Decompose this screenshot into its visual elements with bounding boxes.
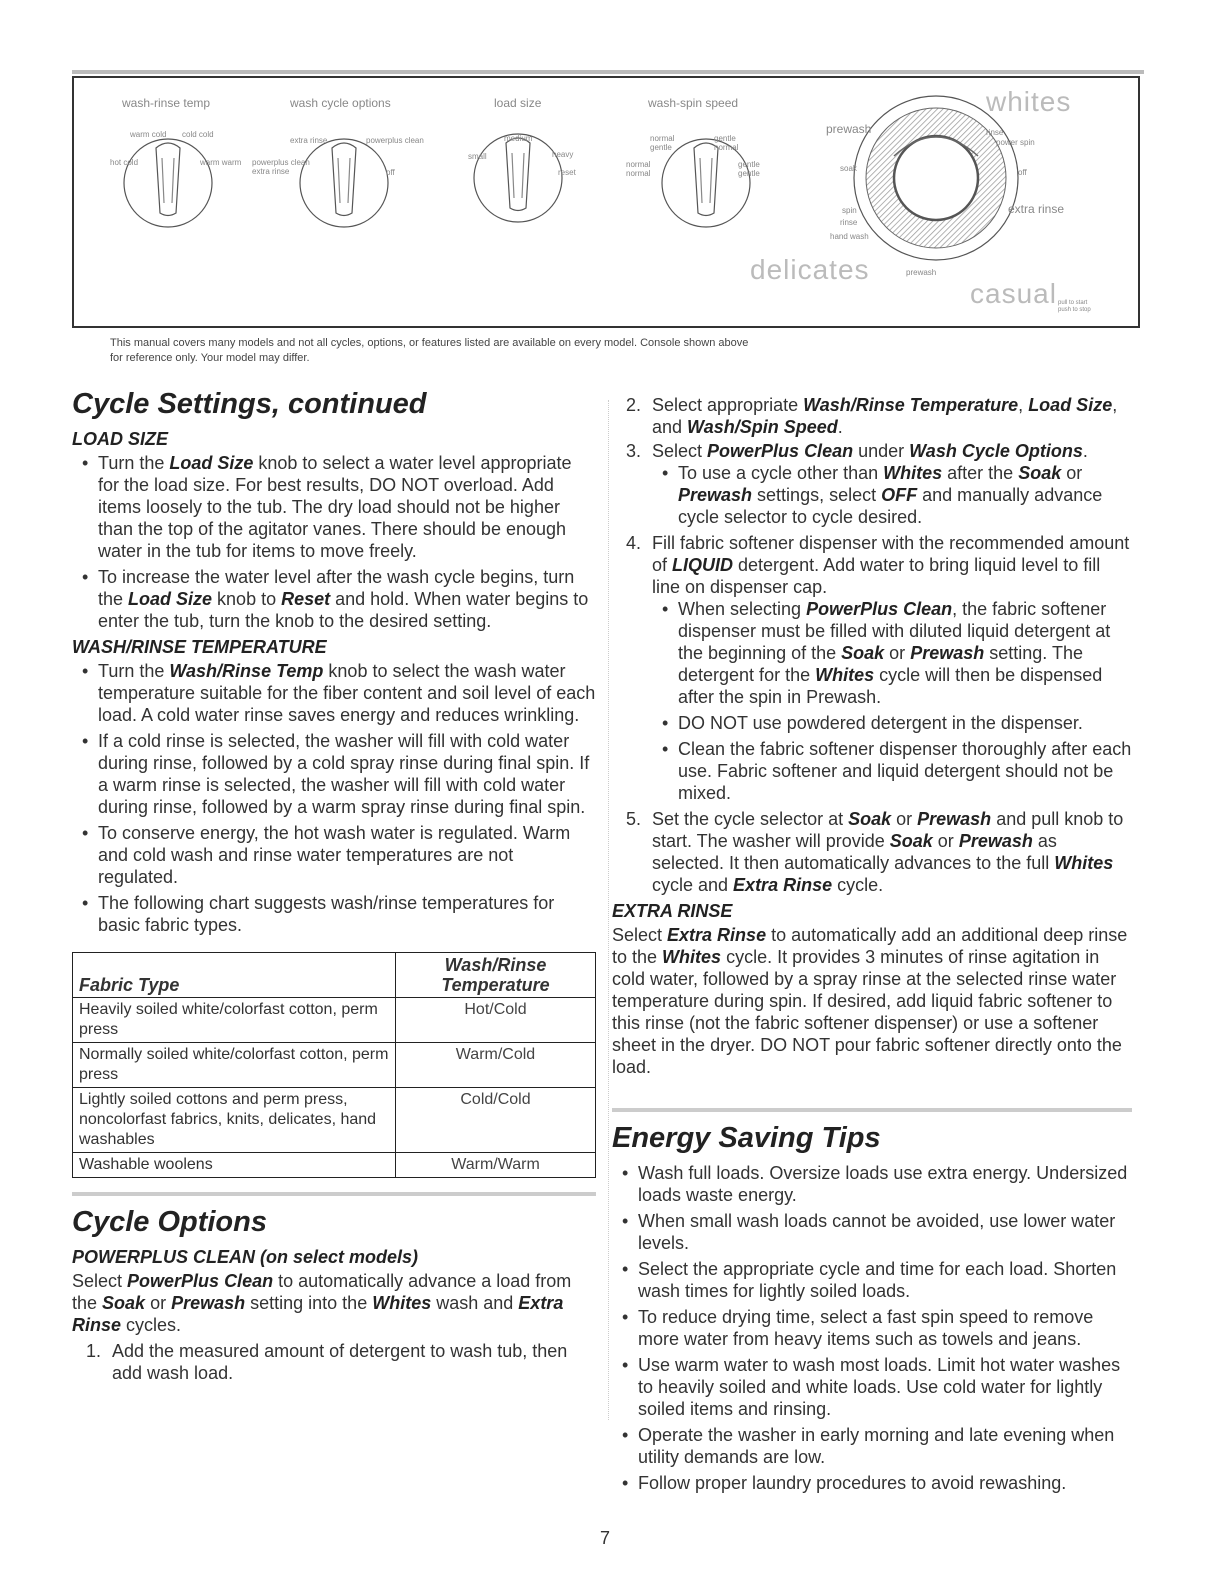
extra-rinse-paragraph: Select Extra Rinse to automatically add an additional deep rinse to the Whites cycle. It provides 3 minutes of rinse agitation in cold water, followed by a spray rinse at the selected rinse water temperature during spin. If desired, add liquid fabric softener to this rinse (not the fabric softener dispenser) or use a softener sheet in the dryer. DO NOT pour fabric softener directly onto the load. [612, 925, 1128, 1077]
whites-group-label: whites [986, 86, 1072, 117]
option-setting: powerplus clean [366, 136, 424, 145]
temp-setting: warm cold [130, 130, 167, 139]
list-item: 2. Select appropriate Wash/Rinse Temperature, Load Size, and Wash/Spin Speed. [626, 395, 1118, 437]
load-size-list [72, 452, 596, 632]
dial-label-extra-rinse: extra rinse [1008, 202, 1065, 216]
powerplus-steps [72, 1340, 596, 1384]
list-item: • Wash full loads. Oversize loads use extra energy. Undersized loads waste energy. [612, 1162, 1132, 1206]
section-divider [72, 1192, 596, 1196]
push-to-stop-label: push to stop [1058, 307, 1091, 313]
sub-list [652, 462, 1132, 528]
list-item: • When small wash loads cannot be avoided, use lower water levels. [612, 1210, 1132, 1254]
table-row: Lightly soiled cottons and perm press, noncolorfast fabrics, knits, delicates, hand washables Cold/Cold [73, 1088, 596, 1153]
list-item: • Clean the fabric softener dispenser thoroughly after each use. Fabric softener and liquid detergent should not be mixed. [652, 738, 1132, 804]
section-title-cycle-options: Cycle Options [72, 1206, 267, 1238]
list-item: 3. Select PowerPlus Clean under Wash Cycle Options. • To use a cycle other than Whites after the Soak or Prewash settings, select OFF and manually advance cycle selector to cycle desired. [612, 440, 1132, 528]
table-row: Normally soiled white/colorfast cotton, perm press Warm/Cold [73, 1043, 596, 1088]
load-size-knob [474, 134, 562, 222]
list-item: • Select the appropriate cycle and time for each load. Shorten wash times for lightly soiled loads. [612, 1258, 1132, 1302]
dial-label-off: off [1018, 168, 1027, 177]
dial-label-rinse: rinse [986, 128, 1004, 137]
extra-rinse-heading: EXTRA RINSE [612, 901, 733, 921]
console-disclaimer: This manual covers many models and not all cycles, options, or features listed are available on every model. Console shown above for reference only. Your model may differ. [110, 337, 749, 364]
speed-setting: normal normal [626, 160, 651, 178]
wash-cycle-options-label: wash cycle options [290, 96, 391, 110]
casual-group-label: casual [970, 278, 1057, 309]
wash-rinse-temp-label: wash-rinse temp [122, 96, 211, 110]
section-title-energy-saving: Energy Saving Tips [612, 1122, 881, 1154]
dial-label-power-spin: power spin [996, 138, 1035, 147]
cycle-selector-dial [854, 96, 1018, 260]
section-divider [612, 1108, 1132, 1112]
list-item: • DO NOT use powdered detergent in the dispenser. [652, 712, 1132, 734]
list-item: • To conserve energy, the hot wash water is regulated. Warm and cold wash and rinse water temperatures are not regulated. [72, 822, 596, 888]
section-title-cycle-settings: Cycle Settings, continued [72, 388, 427, 420]
list-item: • To increase the water level after the wash cycle begins, turn the Load Size knob to Reset and hold. When water begins to enter the tub, turn the knob to the desired setting. [72, 566, 596, 632]
option-setting: powerplus clean extra rinse [252, 158, 310, 176]
dial-label-hand-wash: hand wash [830, 232, 869, 241]
speed-setting: gentle gentle [738, 160, 760, 178]
col-header-fabric-type: Fabric Type [73, 953, 396, 998]
energy-tips-list [612, 1162, 1132, 1494]
speed-setting: normal gentle [650, 134, 675, 152]
options-knob [300, 139, 388, 227]
temperature-heading: WASH/RINSE TEMPERATURE [72, 637, 327, 657]
option-setting: extra rinse [290, 136, 328, 145]
dial-label-rinse: rinse [840, 218, 858, 227]
list-item: • Turn the Wash/Rinse Temp knob to select the wash water temperature suitable for the fiber content and soil level of each load. A cold water rinse saves energy and reduces wrinkling. [72, 660, 596, 726]
dial-label-prewash: prewash [826, 122, 872, 136]
temp-setting: cold cold [182, 130, 214, 139]
list-item: • To use a cycle other than Whites after the Soak or Prewash settings, select OFF and manually advance cycle selector to cycle desired. [652, 462, 1132, 528]
wash-spin-speed-label: wash-spin speed [648, 96, 739, 110]
right-column [612, 394, 1132, 1498]
temperature-list [72, 660, 596, 936]
list-item: 4. Fill fabric softener dispenser with the recommended amount of LIQUID detergent. Add water to bring liquid level to fill line on dispenser cap. • When selecting PowerPlus Clean, the fabric softener dispenser must be filled with diluted liquid detergent at the beginning of the Soak or Prewash setting. The detergent for the Whites cycle will then be dispensed after the spin in Prewash. • DO NOT use powdered detergent in the dispenser. • Clean the fabric softener dispenser thoroughly after each use. Fabric softener and liquid detergent should not be mixed. [612, 532, 1132, 804]
list-item: 1. Add the measured amount of detergent to wash tub, then add wash load. [86, 1341, 568, 1383]
column-divider [608, 400, 609, 1420]
list-item: 5. Set the cycle selector at Soak or Prewash and pull knob to start. The washer will provide Soak or Prewash as selected. It then automatically advances to the full Whites cycle and Extra Rinse cycle. [626, 809, 1124, 895]
table-row: Washable woolens Warm/Warm [73, 1153, 596, 1178]
col-header-temperature: Wash/Rinse Temperature [396, 953, 596, 998]
sub-list [652, 598, 1132, 804]
left-column [72, 386, 596, 1386]
delicates-group-label: delicates [750, 254, 870, 285]
list-item: • Use warm water to wash most loads. Limit hot water washes to heavily soiled and white loads. Use cold water for lightly soiled items and rinsing. [612, 1354, 1132, 1420]
list-item: • Turn the Load Size knob to select a water level appropriate for the load size. For best results, DO NOT overload. Add items loosely to the tub. The dry load should not be higher than the top of the agitator vanes. There should be enough water in the tub for items to move freely. [72, 452, 596, 562]
dial-label-spin: spin [842, 206, 857, 215]
powerplus-clean-heading: POWERPLUS CLEAN (on select models) [72, 1247, 419, 1267]
load-setting: heavy [552, 150, 574, 159]
load-size-heading: LOAD SIZE [72, 429, 169, 449]
temp-knob [124, 139, 212, 227]
list-item: • If a cold rinse is selected, the washer will fill with cold water during rinse, followed by a cold spray rinse during final spin. If a warm rinse is selected, the washer will fill with cold water during rinse, followed by a warm spray rinse during final spin. [72, 730, 596, 818]
dial-label-soak: soak [840, 164, 857, 173]
temp-setting: warm warm [200, 158, 242, 167]
page-number: 7 [600, 1528, 611, 1548]
control-console-illustration [72, 76, 1140, 328]
fabric-temperature-table [72, 952, 596, 1178]
list-item: • The following chart suggests wash/rinse temperatures for basic fabric types. [72, 892, 596, 936]
speed-setting: gentle normal [714, 134, 739, 152]
load-setting: small [468, 152, 487, 161]
load-setting: medium [504, 134, 533, 143]
pull-to-start-label: pull to start [1058, 300, 1088, 306]
powerplus-steps-continued [612, 394, 1132, 896]
list-item: • To reduce drying time, select a fast spin speed to remove more water from heavy items such as towels and jeans. [612, 1306, 1132, 1350]
table-header-row [73, 953, 596, 998]
dial-label-prewash: prewash [906, 268, 937, 277]
load-setting: reset [558, 168, 576, 177]
temp-setting: hot cold [110, 158, 139, 167]
list-item: • Operate the washer in early morning and late evening when utility demands are low. [612, 1424, 1132, 1468]
powerplus-clean-paragraph: Select PowerPlus Clean to automatically advance a load from the Soak or Prewash setting into the Whites wash and Extra Rinse cycles. [72, 1271, 572, 1335]
list-item: • Follow proper laundry procedures to avoid rewashing. [612, 1472, 1132, 1494]
load-size-label: load size [494, 96, 542, 110]
option-setting: off [386, 168, 395, 177]
speed-knob [662, 139, 750, 227]
list-item: • When selecting PowerPlus Clean, the fabric softener dispenser must be filled with diluted liquid detergent at the beginning of the Soak or Prewash setting. The detergent for the Whites cycle will then be dispensed after the spin in Prewash. [652, 598, 1132, 708]
top-rule [72, 70, 1144, 74]
table-row: Heavily soiled white/colorfast cotton, perm press Hot/Cold [73, 998, 596, 1043]
